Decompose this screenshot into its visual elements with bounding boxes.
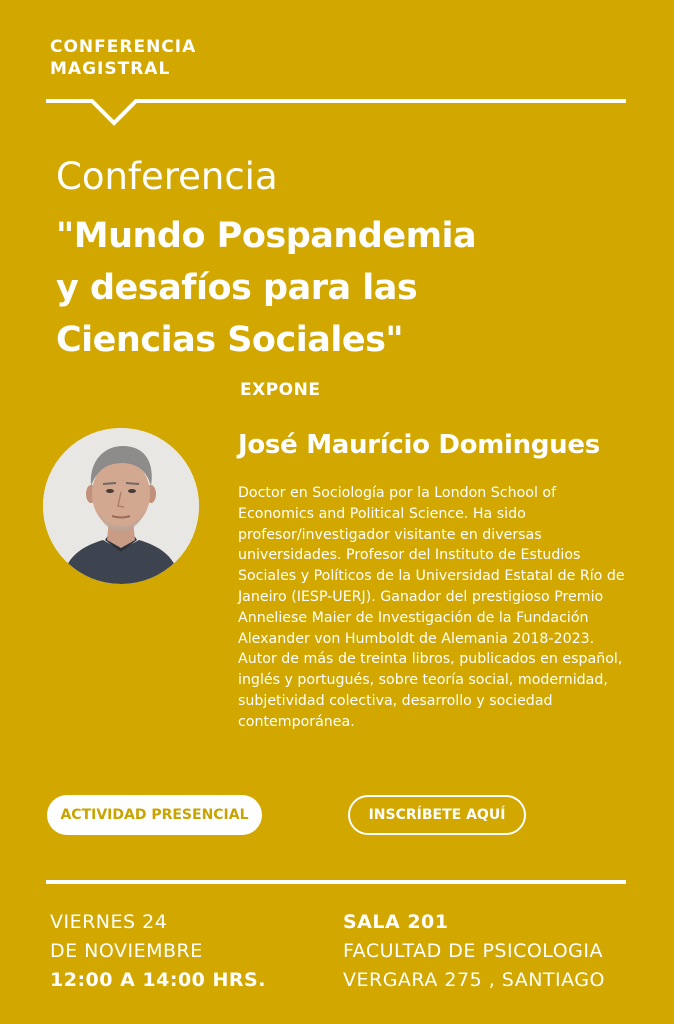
title-line-1: "Mundo Pospandemia: [56, 216, 477, 256]
event-month: DE NOVIEMBRE: [50, 940, 203, 962]
kicker-line-2: MAGISTRAL: [50, 59, 171, 79]
title-line-3: Ciencias Sociales": [56, 320, 404, 360]
presencial-activity-button[interactable]: ACTIVIDAD PRESENCIAL: [47, 795, 262, 835]
speaker-label: EXPONE: [240, 380, 321, 400]
conference-title: [56, 210, 616, 366]
event-address: VERGARA 275 , SANTIAGO: [343, 969, 605, 991]
event-faculty: FACULTAD DE PSICOLOGIA: [343, 940, 603, 962]
event-date-time: [50, 908, 266, 995]
title-line-2: y desafíos para las: [56, 268, 418, 308]
kicker-line-1: CONFERENCIA: [50, 37, 197, 57]
speaker-bio: Doctor en Sociología por la London School of Economics and Political Science. Ha sido profesor/investigador visitante en diversas universidades. Profesor del Instituto de Estudios Sociales y Políticos de la Universidad Estatal de Río de Janeiro (IESP-UERJ). Ganador del prestigioso Premio Anneliese Maier de Investigación de la Fundación Alexander von Humboldt de Alemania 2018-2023. Autor de más de treinta libros, publicados en español, inglés y portugués, sobre teoría social, modernidad, subjetividad colectiva, desarrollo y sociedad contemporánea.: [238, 485, 625, 730]
event-time: 12:00 A 14:00 HRS.: [50, 969, 266, 991]
event-location: [343, 908, 605, 995]
bottom-divider: [46, 880, 626, 884]
top-divider-with-notch: [46, 96, 626, 126]
event-day: VIERNES 24: [50, 911, 168, 933]
title-prefix: Conferencia: [56, 155, 278, 198]
speaker-name: José Maurício Domingues: [238, 430, 600, 460]
event-room: SALA 201: [343, 911, 449, 933]
event-type-label: [50, 36, 196, 80]
speaker-portrait-icon: [43, 428, 199, 584]
register-button[interactable]: INSCRÍBETE AQUÍ: [348, 795, 526, 835]
